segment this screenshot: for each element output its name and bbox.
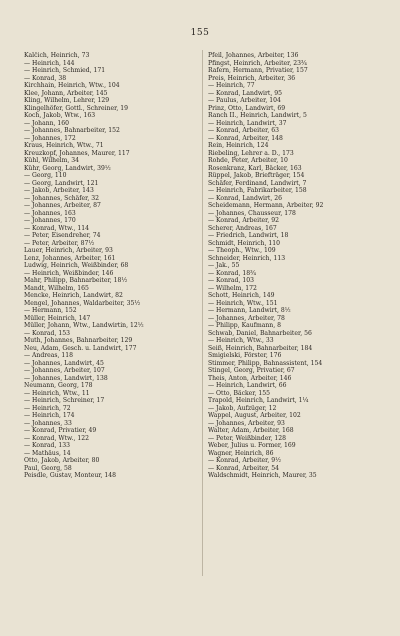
directory-entry: — Johannes, Arbeiter, 78: [208, 314, 285, 322]
directory-entry: — Peter, Arbeiter, 87½: [24, 239, 95, 247]
directory-entry: Smigielski, Förster, 176: [208, 352, 282, 359]
directory-entry: — Philipp, Kaufmann, 8: [208, 322, 281, 329]
directory-entry: Paul, Georg, 58: [24, 464, 72, 472]
directory-entry: — Johannes, 170: [24, 217, 76, 224]
directory-entry: Schmidt, Heinrich, 110: [208, 239, 280, 247]
directory-entry: — Heinrich, Wtw., 11: [24, 389, 90, 397]
directory-entry: Prinz, Otto, Landwirt, 69: [208, 104, 286, 112]
directory-entry: Waldschmidt, Heinrich, Maurer, 35: [208, 472, 317, 479]
directory-entry: — Heinrich, Schreiner, 17: [24, 397, 105, 404]
directory-entry: Kühr, Georg, Landwirt, 39½: [24, 164, 111, 172]
directory-entry: — Otto, Bäcker, 155: [208, 389, 271, 397]
directory-entry: — Hermann, 152: [24, 307, 77, 314]
directory-entry: Riebeling, Lehrer a. D., 173: [208, 149, 294, 157]
directory-entry: Ranch II., Heinrich, Landwirt, 5: [208, 112, 307, 119]
directory-entry: — Hermann, Landwirt, 8½: [208, 307, 291, 314]
directory-entry: Pfeil, Johannes, Arbeiter, 136: [208, 52, 299, 59]
directory-entry: Preis, Heinrich, Arbeiter, 36: [208, 74, 296, 82]
directory-entry: — Friedrich, Landwirt, 18: [208, 232, 289, 239]
directory-entry: — Mathäus, 14: [24, 449, 71, 457]
directory-entry: Klingelhöfer, Gottl., Schreiner, 19: [24, 104, 128, 112]
directory-entry: — Konrad, Privatier, 49: [24, 427, 97, 434]
directory-entry: — Konrad, 153: [24, 329, 70, 337]
directory-entry: Theis, Anton, Arbeiter, 146: [208, 374, 292, 382]
directory-entry: — Johannes, Arbeiter, 87: [24, 202, 101, 209]
directory-entry: — Heinrich, 174: [24, 412, 75, 419]
directory-entry: Wappel, August, Arbeiter, 102: [208, 412, 301, 419]
directory-entry: Lenz, Johannes, Arbeiter, 161: [24, 254, 116, 262]
directory-entry: — Heinrich, 144: [24, 59, 75, 67]
directory-entry: Schwab, Daniel, Bahnarbeiter, 56: [208, 329, 312, 337]
directory-entry: Müller, Heinrich, 147: [24, 314, 91, 322]
column-divider: [202, 50, 203, 576]
directory-entry: — Johannes, Arbeiter, 107: [24, 367, 105, 374]
directory-entry: Mengel, Johannes, Waldarbeiter, 35½: [24, 299, 141, 307]
directory-entry: Pfingst, Heinrich, Arbeiter, 23¾: [208, 59, 307, 67]
directory-entry: — Konrad, 18¾: [208, 269, 256, 277]
directory-entry: — Johannes, Chausseur, 178: [208, 209, 296, 217]
directory-entry: — Konrad, 38: [24, 74, 67, 82]
directory-entry: — Theoph., Wtw., 109: [208, 247, 276, 254]
directory-entry: Rafern, Hermann, Privatier, 157: [208, 67, 308, 74]
directory-entry: Kreuzkopf, Johannes, Maurer, 117: [24, 149, 130, 157]
directory-entry: — Heinrich, Wtw., 151: [208, 299, 278, 307]
directory-entry: — Konrad, Arbeiter, 148: [208, 134, 283, 142]
directory-entry: — Konrad, Arbeiter, 92: [208, 217, 280, 224]
directory-entry: — Jakob, Arbeiter, 143: [24, 187, 94, 194]
directory-entry: Seiß, Heinrich, Bahnarbeiter, 184: [208, 344, 313, 352]
directory-entry: — Heinrich, 72: [24, 404, 71, 412]
directory-entry: Mandt, Wilhelm, 165: [24, 284, 89, 292]
directory-entry: Kraus, Heinrich, Wtw., 71: [24, 142, 104, 149]
directory-entry: Klee, Johann, Arbeiter, 145: [24, 89, 108, 97]
directory-entry: Trapold, Heinrich, Landwirt, 1¼: [208, 397, 309, 404]
directory-entry: — Heinrich, Fabrikarbeiter, 158: [208, 187, 307, 194]
directory-entry: — Konrad, Arbeiter, 63: [208, 127, 280, 134]
directory-entry: — Heinrich, 77: [208, 82, 255, 89]
directory-entry: — Konrad, Landwirt, 95: [208, 89, 282, 97]
directory-entry: Koch, Jakob, Wtw., 163: [24, 112, 96, 119]
directory-entry: — Konrad, Arbeiter, 54: [208, 464, 280, 472]
directory-entry: — Johannes, Landwirt, 45: [24, 359, 104, 367]
directory-entry: — Paulus, Arbeiter, 104: [208, 97, 281, 104]
directory-entry: Rein, Heinrich, 124: [208, 142, 269, 149]
directory-entry: — Konrad, Wtw., 122: [24, 434, 89, 442]
directory-entry: Lauer, Heinrich, Arbeiter, 93: [24, 247, 113, 254]
directory-entry: — Peter, Eisendreher, 74: [24, 232, 101, 239]
directory-entry: — Johann, 160: [24, 119, 70, 127]
directory-entry: — Jak., 55: [208, 262, 240, 269]
directory-entry: Stingel, Georg, Privatier, 67: [208, 367, 295, 374]
directory-entry: Kling, Wilhelm, Lehrer, 129: [24, 97, 110, 104]
directory-entry: Müller, Johann, Wtw., Landwirtin, 12½: [24, 322, 144, 329]
directory-entry: Neumann, Georg, 178: [24, 382, 93, 389]
directory-entry: — Johannes, Bahnarbeiter, 152: [24, 127, 120, 134]
page-number: 155: [190, 28, 210, 38]
directory-entry: — Heinrich, Schmied, 171: [24, 67, 106, 74]
directory-entry: — Konrad, Landwirt, 26: [208, 194, 282, 202]
directory-entry: — Georg, Landwirt, 121: [24, 179, 99, 187]
directory-entry: — Jakob, Aufzüger, 12: [208, 404, 277, 412]
directory-entry: Ludwig, Heinrich, Weißbinder, 68: [24, 262, 129, 269]
directory-entry: — Johannes, Arbeiter, 93: [208, 419, 285, 427]
directory-entry: Otto, Jakob, Arbeiter, 80: [24, 457, 100, 464]
directory-entry: — Heinrich, Wtw., 33: [208, 337, 274, 344]
directory-entry: Schäfer, Ferdinand, Landwirt, 7: [208, 179, 307, 187]
directory-entry: Kirchhain, Heinrich, Wtw., 104: [24, 82, 120, 89]
directory-entry: — Johannes, Landwirt, 138: [24, 374, 108, 382]
directory-entry: — Konrad, 133: [24, 442, 70, 449]
directory-entry: Rosenkranz, Karl, Bäcker, 163: [208, 164, 302, 172]
directory-entry: — Heinrich, Landwirt, 37: [208, 119, 287, 127]
directory-entry: Rüppel, Jakob, Briefträger, 154: [208, 172, 305, 179]
directory-entry: — Wilhelm, 172: [208, 284, 257, 292]
directory-entry: Scheidemann, Hermann, Arbeiter, 92: [208, 202, 324, 209]
directory-entry: — Konrad, Arbeiter, 9½: [208, 457, 282, 464]
left-column: [24, 52, 202, 480]
directory-entry: — Johannes, 33: [24, 419, 72, 427]
directory-entry: Rohde, Peter, Arbeiter, 10: [208, 157, 288, 164]
directory-entry: Scherer, Andreas, 167: [208, 224, 277, 232]
directory-entry: — Georg, 110: [24, 172, 67, 179]
directory-entry: — Peter, Weißbinder, 128: [208, 434, 287, 442]
directory-entry: Kalčich, Heinrich, 73: [24, 52, 90, 59]
directory-entry: Wagner, Heinrich, 86: [208, 449, 274, 457]
directory-entry: Mahr, Philipp, Bahnarbeiter, 18½: [24, 277, 128, 284]
directory-entry: Neu, Adam, Gesch. u. Landwirt, 177: [24, 344, 137, 352]
directory-entry: Weber, Julius u. Former, 169: [208, 442, 296, 449]
directory-entry: Peisdle, Gustav, Monteur, 148: [24, 472, 116, 479]
directory-entry: Stimmer, Philipp, Bahnassistent, 154: [208, 359, 323, 367]
directory-entry: — Johannes, 163: [24, 209, 76, 217]
directory-entry: — Heinrich, Landwirt, 66: [208, 382, 287, 389]
directory-entry: Kühl, Wilhelm, 34: [24, 157, 80, 164]
directory-entry: — Andreas, 118: [24, 352, 74, 359]
directory-entry: — Konrad, Wtw., 114: [24, 224, 89, 232]
directory-entry: — Heinrich, Weißbinder, 146: [24, 269, 114, 277]
directory-entry: Schott, Heinrich, 149: [208, 292, 275, 299]
directory-entry: Walter, Adam, Arbeiter, 168: [208, 427, 294, 434]
directory-entry: Muth, Johannes, Bahnarbeiter, 129: [24, 337, 133, 344]
directory-entry: Schneider, Heinrich, 113: [208, 254, 286, 262]
directory-entry: Mencke, Heinrich, Landwirt, 82: [24, 292, 123, 299]
directory-entry: — Johannes, 172: [24, 134, 76, 142]
directory-entry: — Johannes, Schäfer, 32: [24, 194, 100, 202]
right-column: [208, 52, 386, 480]
directory-entry: — Konrad, 103: [208, 277, 254, 284]
